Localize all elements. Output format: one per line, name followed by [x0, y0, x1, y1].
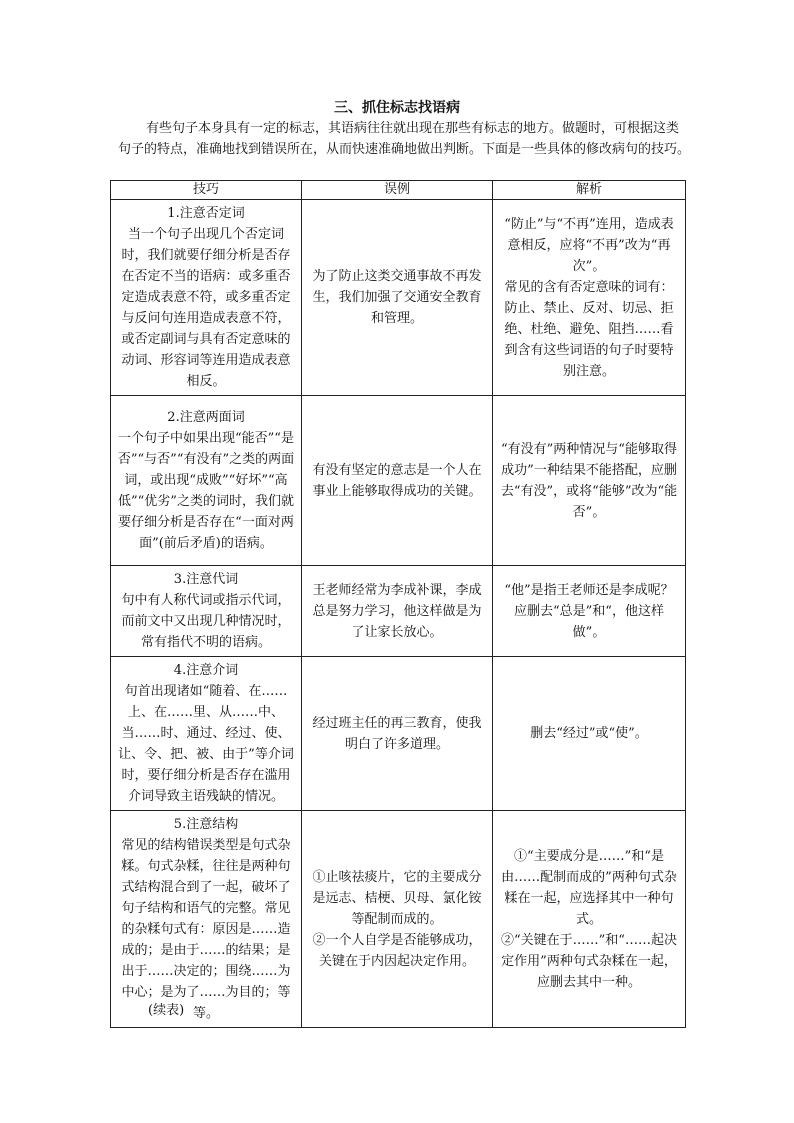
- table-row: [111, 200, 686, 396]
- technique-body: 一个句子中如果出现“能否”“是否”“与否”“有没有”之类的两面词，或出现“成败”“好坏”“高低”“优劣”之类的词时，我们就要仔细分析是否存在“一面对两面”(前后矛盾)的语病。: [117, 431, 295, 551]
- table-row: [111, 396, 686, 566]
- technique-body: 常见的结构错误类型是句式杂糅。句式杂糅，往往是两种句式结构混合到了一起，破坏了句子结构和语气的完整。常见的杂糅句式有：原因是……造成的；是由于……的结果；是出于……决定的；围绕……为中心；是为了……为目的；等等。: [121, 838, 291, 1021]
- header-technique: 技巧: [111, 181, 302, 200]
- analysis-text: “他”是指王老师还是李成呢？应删去“总是”和“，他这样做”。: [504, 582, 674, 640]
- techniques-table: [110, 180, 686, 1028]
- example-cell: [302, 566, 493, 657]
- example-cell: [302, 396, 493, 566]
- example-text: ①止咳祛痰片，它的主要成分是远志、桔梗、贝母、氯化铵等配制而成的。: [312, 869, 482, 927]
- section-title: 三、抓住标志找语病: [334, 100, 460, 116]
- analysis-cell: [493, 811, 686, 1028]
- analysis-cell: [493, 396, 686, 566]
- example-text: 为了防止这类交通事故不再发生，我们加强了交通安全教育和管理。: [312, 269, 482, 326]
- header-example: 误例: [302, 181, 493, 200]
- example-cell: [302, 811, 493, 1028]
- table-row: [111, 811, 686, 1028]
- analysis-text: 删去“经过”或“使”。: [530, 726, 648, 741]
- example-text: 王老师经常为李成补课，李成总是努力学习，他这样做是为了让家长放心。: [312, 582, 482, 640]
- analysis-note: 常见的含有否定意味的词有：防止、禁止、反对、切忌、拒绝、杜绝、避免、阻挡……看到含有这些词语的句子时要特别注意。: [504, 279, 674, 379]
- technique-title: 4.注意介词: [173, 663, 239, 678]
- example-text: 有没有坚定的意志是一个人在事业上能够取得成功的关键。: [312, 462, 482, 499]
- technique-body: 句首出现诸如“随着、在……上、在……里、从……中、当……时、通过、经过、使、让、令、把、被、由于”等介词时，要仔细分析是否存在滥用介词导致主语残缺的情况。: [118, 684, 294, 804]
- analysis-text: “防止”与“不再”连用，造成表意相反，应将“不再”改为“再次”。: [504, 216, 674, 274]
- technique-cell: [111, 566, 302, 657]
- table-row: [111, 566, 686, 657]
- example-cell: [302, 657, 493, 811]
- technique-title: 1.注意否定词: [167, 206, 245, 221]
- example-text-2: ②一个人自学是否能够成功，关键在于内因起决定作用。: [312, 932, 482, 969]
- technique-cell: [111, 200, 302, 396]
- technique-title: 3.注意代词: [173, 572, 239, 587]
- analysis-cell: [493, 566, 686, 657]
- continued-note: (续表): [148, 1003, 185, 1018]
- technique-title: 5.注意结构: [173, 817, 239, 832]
- technique-cell: [111, 396, 302, 566]
- analysis-text: “有没有”两种情况与“能够取得成功”一种结果不能搭配，应删去“有没”，或将“能够”改为“能否”。: [500, 441, 678, 520]
- example-text: 经过班主任的再三教育，使我明白了许多道理。: [312, 715, 482, 752]
- analysis-text-2: ②“关键在于……”和“……起决定作用”两种句式杂糅在一起，应删去其中一种。: [501, 932, 677, 990]
- technique-body: 当一个句子出现几个否定词时，我们就要仔细分析是否存在否定不当的语病：或多重否定造成表意不符，或多重否定与反问句连用造成表意不符，或否定副词与具有否定意味的动词、形容词等连用造成表意相反。: [121, 227, 291, 389]
- intro-paragraph: 有些句子本身具有一定的标志，其语病往往就出现在那些有标志的地方。做题时，可根据这类句子的特点，准确地找到错误所在，从而快速准确地做出判断。下面是一些具体的修改病句的技巧。: [118, 121, 691, 157]
- technique-cell: [111, 657, 302, 811]
- technique-title: 2.注意两面词: [167, 410, 245, 425]
- technique-cell: [111, 811, 302, 1028]
- analysis-cell: [493, 200, 686, 396]
- technique-body: 句中有人称代词或指示代词，而前文中又出现几种情况时，常有指代不明的语病。: [121, 593, 291, 650]
- table-row: [111, 657, 686, 811]
- analysis-cell: [493, 657, 686, 811]
- header-analysis: 解析: [493, 181, 686, 200]
- table-header-row: [111, 181, 686, 200]
- example-cell: [302, 200, 493, 396]
- analysis-text: ①“主要成分是……”和“是由……配制而成的”两种句式杂糅在一起，应选择其中一种句式。: [501, 848, 677, 927]
